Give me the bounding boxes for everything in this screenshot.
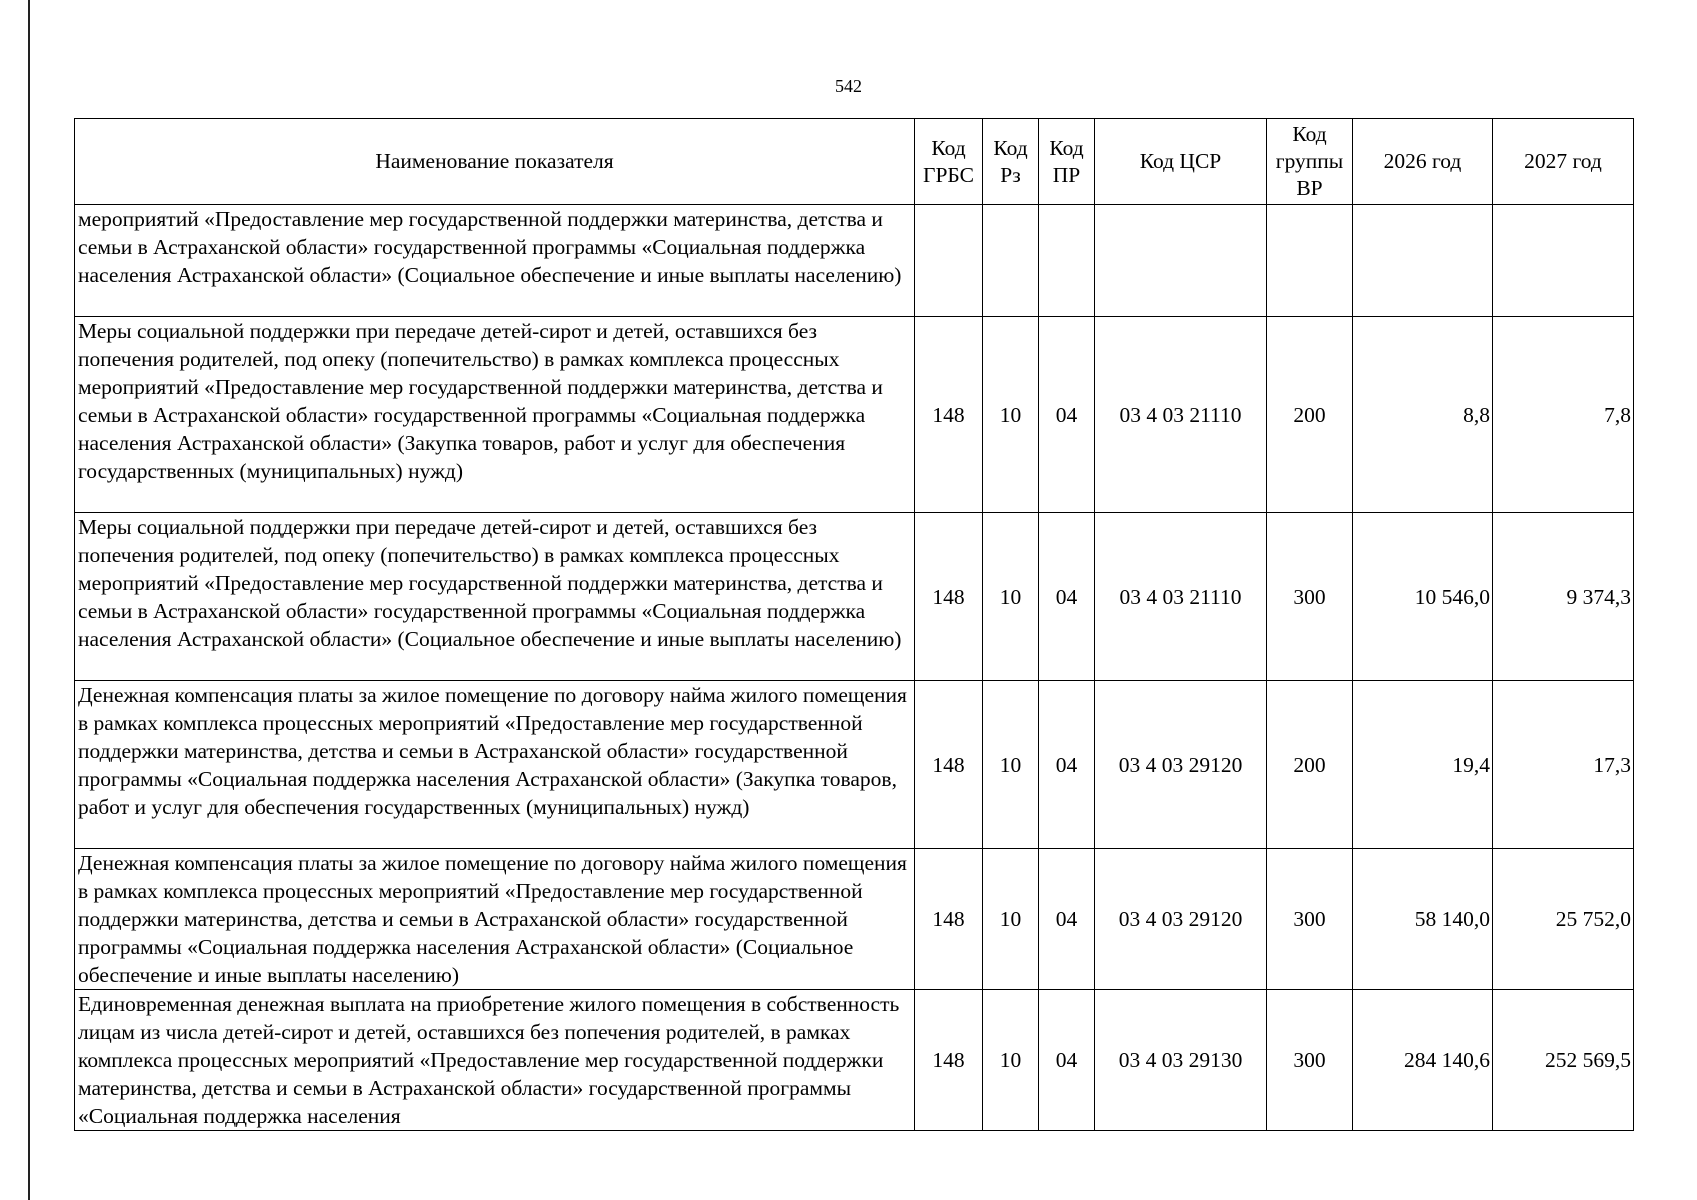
row-csr (1095, 205, 1267, 317)
row-grbs: 148 (915, 317, 983, 513)
table-row (75, 317, 1634, 513)
row-rz: 10 (983, 681, 1039, 849)
row-2027: 252 569,5 (1493, 990, 1634, 1131)
row-name: Денежная компенсация платы за жилое помещение по договору найма жилого помещения в рамках комплекса процессных мероприятий «Предоставление мер государственной поддержки материнства, детства и семьи в Астраханской области» государственной программы «Социальная поддержка населения Астраханской области» (Закупка товаров, работ и услуг для обеспечения государственных (муниципальных) нужд) (75, 681, 915, 849)
binding-margin-line (28, 0, 30, 1200)
header-csr: Код ЦСР (1095, 119, 1267, 205)
page-number: 542 (835, 76, 862, 96)
row-vr (1267, 205, 1353, 317)
table-row (75, 990, 1634, 1131)
row-csr: 03 4 03 21110 (1095, 513, 1267, 681)
row-rz: 10 (983, 317, 1039, 513)
row-vr: 300 (1267, 990, 1353, 1131)
row-2027: 7,8 (1493, 317, 1634, 513)
row-2026: 10 546,0 (1353, 513, 1493, 681)
row-name: Единовременная денежная выплата на приобретение жилого помещения в собственность лицам из числа детей-сирот и детей, оставшихся без попечения родителей, в рамках комплекса процессных мероприятий «Предоставление мер государственной поддержки материнства, детства и семьи в Астраханской области» государственной программы «Социальная поддержка населения (75, 990, 915, 1131)
row-2026: 58 140,0 (1353, 849, 1493, 990)
row-csr: 03 4 03 21110 (1095, 317, 1267, 513)
row-grbs: 148 (915, 990, 983, 1131)
row-2026: 284 140,6 (1353, 990, 1493, 1131)
row-csr: 03 4 03 29120 (1095, 849, 1267, 990)
table-header-row (75, 119, 1634, 205)
row-pr: 04 (1039, 849, 1095, 990)
row-vr: 200 (1267, 317, 1353, 513)
table-row (75, 681, 1634, 849)
table-row (75, 849, 1634, 990)
row-csr: 03 4 03 29120 (1095, 681, 1267, 849)
header-grbs: Код ГРБС (915, 119, 983, 205)
row-name: Денежная компенсация платы за жилое помещение по договору найма жилого помещения в рамках комплекса процессных мероприятий «Предоставление мер государственной поддержки материнства, детства и семьи в Астраханской области» государственной программы «Социальная поддержка населения Астраханской области» (Социальное обеспечение и иные выплаты населению) (75, 849, 915, 990)
row-name: мероприятий «Предоставление мер государственной поддержки материнства, детства и семьи в Астраханской области» государственной программы «Социальная поддержка населения Астраханской области» (Социальное обеспечение и иные выплаты населению) (75, 205, 915, 317)
row-grbs: 148 (915, 681, 983, 849)
row-grbs (915, 205, 983, 317)
row-grbs: 148 (915, 513, 983, 681)
table-row (75, 513, 1634, 681)
header-2027: 2027 год (1493, 119, 1634, 205)
row-grbs: 148 (915, 849, 983, 990)
row-vr: 300 (1267, 849, 1353, 990)
header-vr: Код группы ВР (1267, 119, 1353, 205)
header-rz: Код Рз (983, 119, 1039, 205)
row-rz: 10 (983, 513, 1039, 681)
row-2027: 9 374,3 (1493, 513, 1634, 681)
row-pr (1039, 205, 1095, 317)
row-pr: 04 (1039, 513, 1095, 681)
table-row (75, 205, 1634, 317)
row-rz (983, 205, 1039, 317)
header-pr: Код ПР (1039, 119, 1095, 205)
row-2027 (1493, 205, 1634, 317)
row-2026 (1353, 205, 1493, 317)
row-2027: 25 752,0 (1493, 849, 1634, 990)
row-pr: 04 (1039, 990, 1095, 1131)
row-rz: 10 (983, 990, 1039, 1131)
row-2026: 19,4 (1353, 681, 1493, 849)
row-pr: 04 (1039, 681, 1095, 849)
row-csr: 03 4 03 29130 (1095, 990, 1267, 1131)
row-vr: 300 (1267, 513, 1353, 681)
row-name: Меры социальной поддержки при передаче детей-сирот и детей, оставшихся без попечения родителей, под опеку (попечительство) в рамках комплекса процессных мероприятий «Предоставление мер государственной поддержки материнства, детства и семьи в Астраханской области» государственной программы «Социальная поддержка населения Астраханской области» (Закупка товаров, работ и услуг для обеспечения государственных (муниципальных) нужд) (75, 317, 915, 513)
row-2026: 8,8 (1353, 317, 1493, 513)
budget-table (74, 118, 1634, 1131)
row-rz: 10 (983, 849, 1039, 990)
row-name: Меры социальной поддержки при передаче детей-сирот и детей, оставшихся без попечения родителей, под опеку (попечительство) в рамках комплекса процессных мероприятий «Предоставление мер государственной поддержки материнства, детства и семьи в Астраханской области» государственной программы «Социальная поддержка населения Астраханской области» (Социальное обеспечение и иные выплаты населению) (75, 513, 915, 681)
row-2027: 17,3 (1493, 681, 1634, 849)
header-2026: 2026 год (1353, 119, 1493, 205)
row-pr: 04 (1039, 317, 1095, 513)
row-vr: 200 (1267, 681, 1353, 849)
header-name: Наименование показателя (75, 119, 915, 205)
